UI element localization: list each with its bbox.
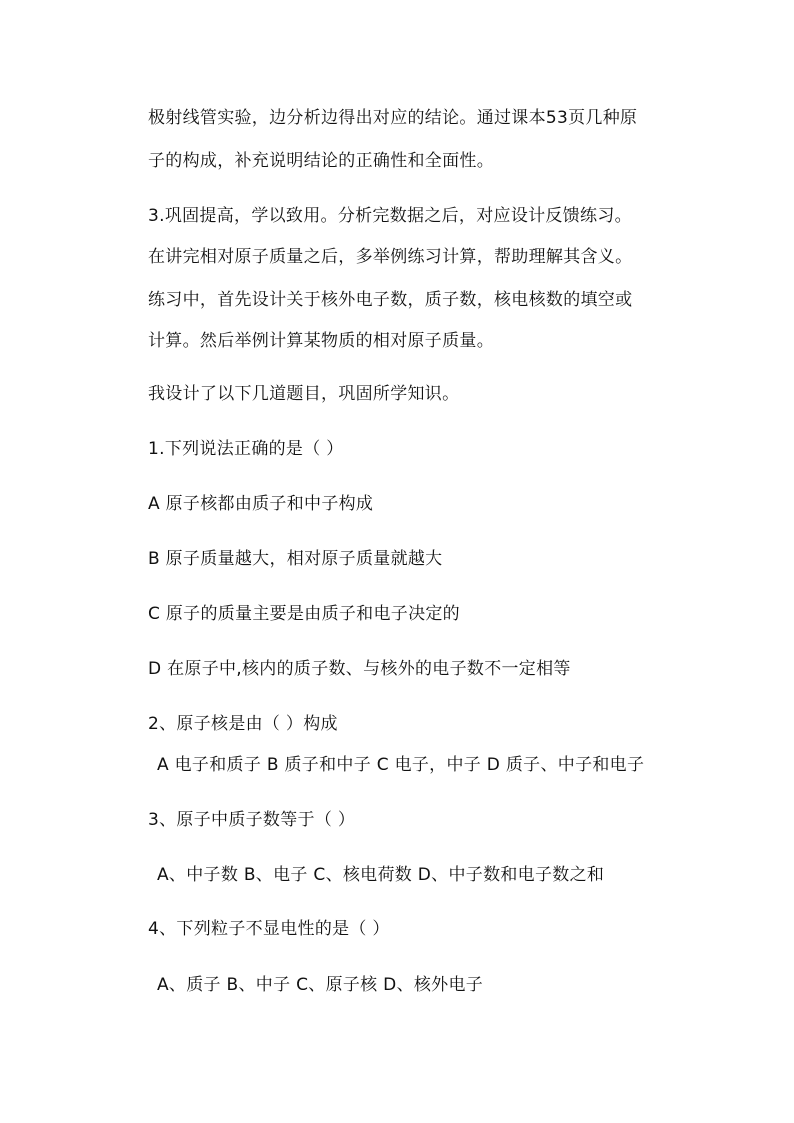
question-stem: 4、下列粒子不显电性的是（ ） bbox=[148, 919, 390, 939]
paragraph-line: 在讲完相对原子质量之后，多举例练习计算，帮助理解其含义。 bbox=[148, 247, 633, 267]
paragraph-line: 3.巩固提高，学以致用。分析完数据之后，对应设计反馈练习。 bbox=[148, 206, 632, 226]
question-option: D 在原子中,核内的质子数、与核外的电子数不一定相等 bbox=[148, 659, 571, 679]
paragraph-line: 练习中，首先设计关于核外电子数，质子数，核电核数的填空或 bbox=[148, 290, 633, 310]
paragraph-line: 极射线管实验，边分析边得出对应的结论。通过课本53页几种原 bbox=[148, 108, 638, 128]
question-stem: 3、原子中质子数等于（ ） bbox=[148, 810, 356, 830]
question-option: A、中子数 B、电子 C、核电荷数 D、中子数和电子数之和 bbox=[157, 865, 605, 885]
question-stem: 2、原子核是由（ ）构成 bbox=[148, 714, 338, 734]
question-option: C 原子的质量主要是由质子和电子决定的 bbox=[148, 604, 460, 624]
paragraph-line: 我设计了以下几道题目，巩固所学知识。 bbox=[148, 384, 460, 404]
question-option: A 原子核都由质子和中子构成 bbox=[148, 494, 374, 514]
paragraph-line: 计算。然后举例计算某物质的相对原子质量。 bbox=[148, 331, 494, 351]
question-stem: 1.下列说法正确的是（ ） bbox=[148, 439, 344, 459]
question-option: A、质子 B、中子 C、原子核 D、核外电子 bbox=[157, 975, 484, 995]
paragraph-line: 子的构成，补充说明结论的正确性和全面性。 bbox=[148, 151, 494, 171]
question-option: A 电子和质子 B 质子和中子 C 电子，中子 D 质子、中子和电子 bbox=[157, 755, 645, 775]
question-option: B 原子质量越大，相对原子质量就越大 bbox=[148, 549, 443, 569]
